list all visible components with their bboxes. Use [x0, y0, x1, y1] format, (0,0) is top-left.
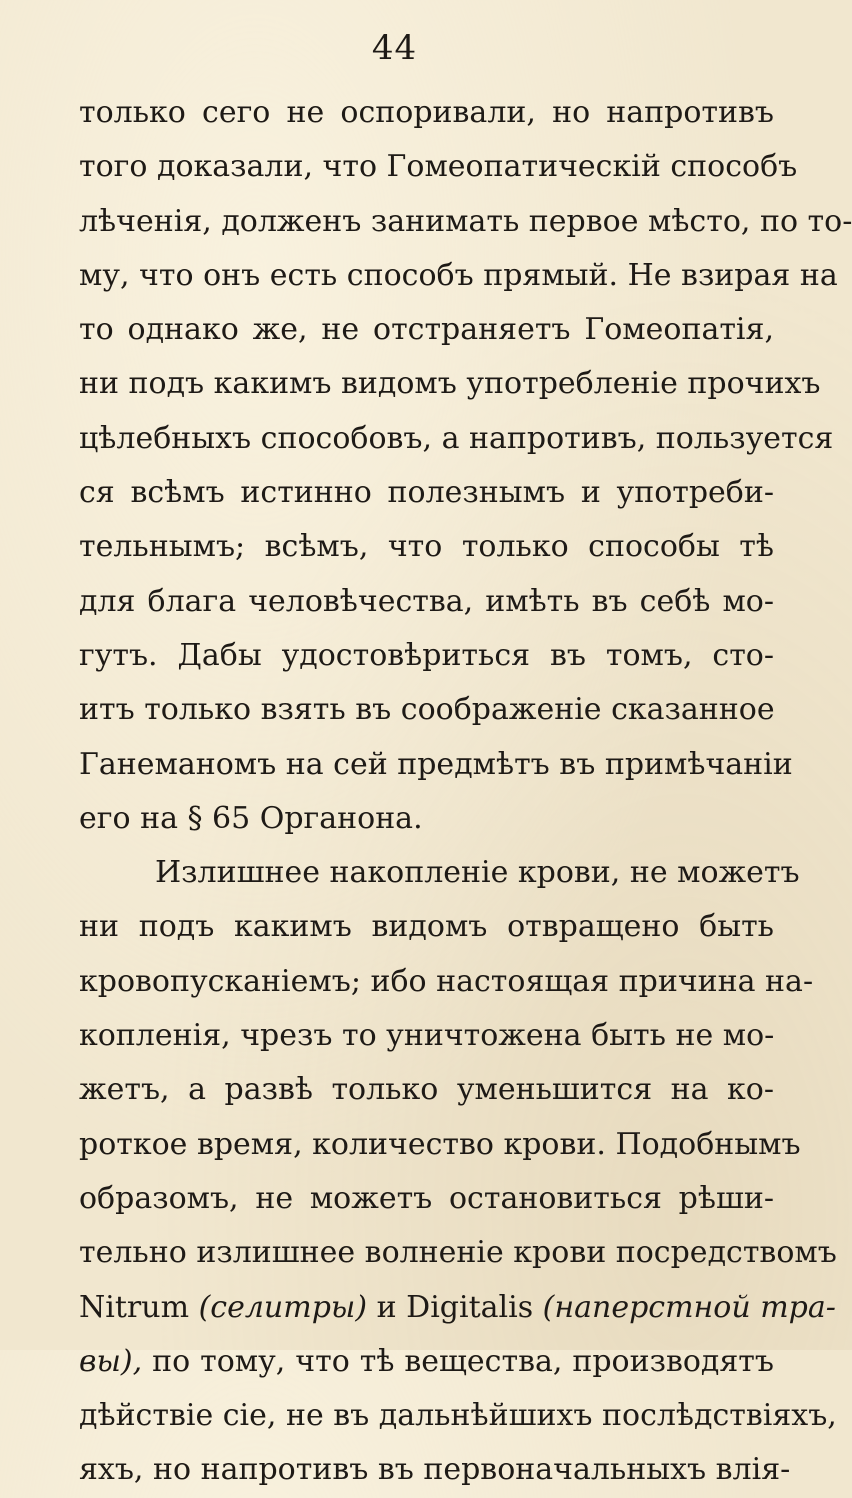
text-fragment: по тому, что тѣ вещества, производятъ	[152, 1343, 774, 1379]
italic-gloss: (наперстной тра-	[542, 1289, 836, 1325]
text-line: ни подъ какимъ видомъ отвращено быть	[79, 909, 774, 945]
text-line: кровопусканіемъ; ибо настоящая причина на-	[79, 963, 814, 999]
text-line: копленія, чрезъ то уничтожена быть не мо-	[79, 1018, 775, 1054]
text-line: его на § 65 Органона.	[79, 800, 423, 836]
text-line: ся всѣмъ истинно полезнымъ и употреби-	[79, 475, 774, 511]
text-line: тельно излишнее волненіе крови посредствомъ	[79, 1235, 837, 1271]
text-line: только сего не оспоривали, но напротивъ	[79, 95, 774, 130]
text-line: лѣченія, долженъ занимать первое мѣсто, по то-	[79, 203, 852, 239]
text-line: то однако же, не отстраняетъ Гомеопатія,	[79, 312, 774, 348]
text-line: му, что онъ есть способъ прямый. Не взирая на	[79, 257, 838, 293]
text-line: тельнымъ; всѣмъ, что только способы тѣ	[79, 529, 774, 565]
text-line: Излишнее накопленіе крови, не можетъ	[155, 855, 800, 891]
body-text	[79, 86, 852, 1498]
text-line: того доказали, что Гомеопатическій способъ	[79, 149, 798, 185]
text-line: Ганеманомъ на сей предмѣтъ въ примѣчаніи	[79, 746, 793, 782]
text-line: цѣлебныхъ способовъ, а напротивъ, пользуется	[79, 420, 834, 456]
text-line: гутъ. Дабы удостовѣриться въ томъ, сто-	[79, 637, 774, 673]
italic-gloss: вы),	[79, 1343, 143, 1379]
text-line	[79, 1281, 836, 1335]
latin-term-nitrum: Nitrum	[79, 1289, 190, 1325]
text-line: жетъ, а развѣ только уменьшится на ко-	[79, 1072, 774, 1108]
text-line: образомъ, не можетъ остановиться рѣши-	[79, 1180, 774, 1216]
text-line: ни подъ какимъ видомъ употребленіе прочихъ	[79, 366, 821, 402]
text-line: роткое время, количество крови. Подобнымъ	[79, 1126, 801, 1162]
text-line: для блага человѣчества, имѣть въ себѣ мо-	[79, 583, 774, 619]
italic-gloss: (селитры)	[198, 1289, 368, 1325]
latin-term-digitalis: Digitalis	[406, 1289, 534, 1325]
text-fragment: и	[376, 1289, 397, 1325]
text-line	[79, 1335, 774, 1389]
text-line: дѣйствіе сіе, не въ дальнѣйшихъ послѣдствіяхъ,	[79, 1398, 837, 1434]
text-line: яхъ, но напротивъ въ первоначальныхъ влія-	[79, 1452, 791, 1488]
page-number: 44	[371, 28, 418, 68]
text-line: итъ только взять въ соображеніе сказанное	[79, 692, 775, 728]
